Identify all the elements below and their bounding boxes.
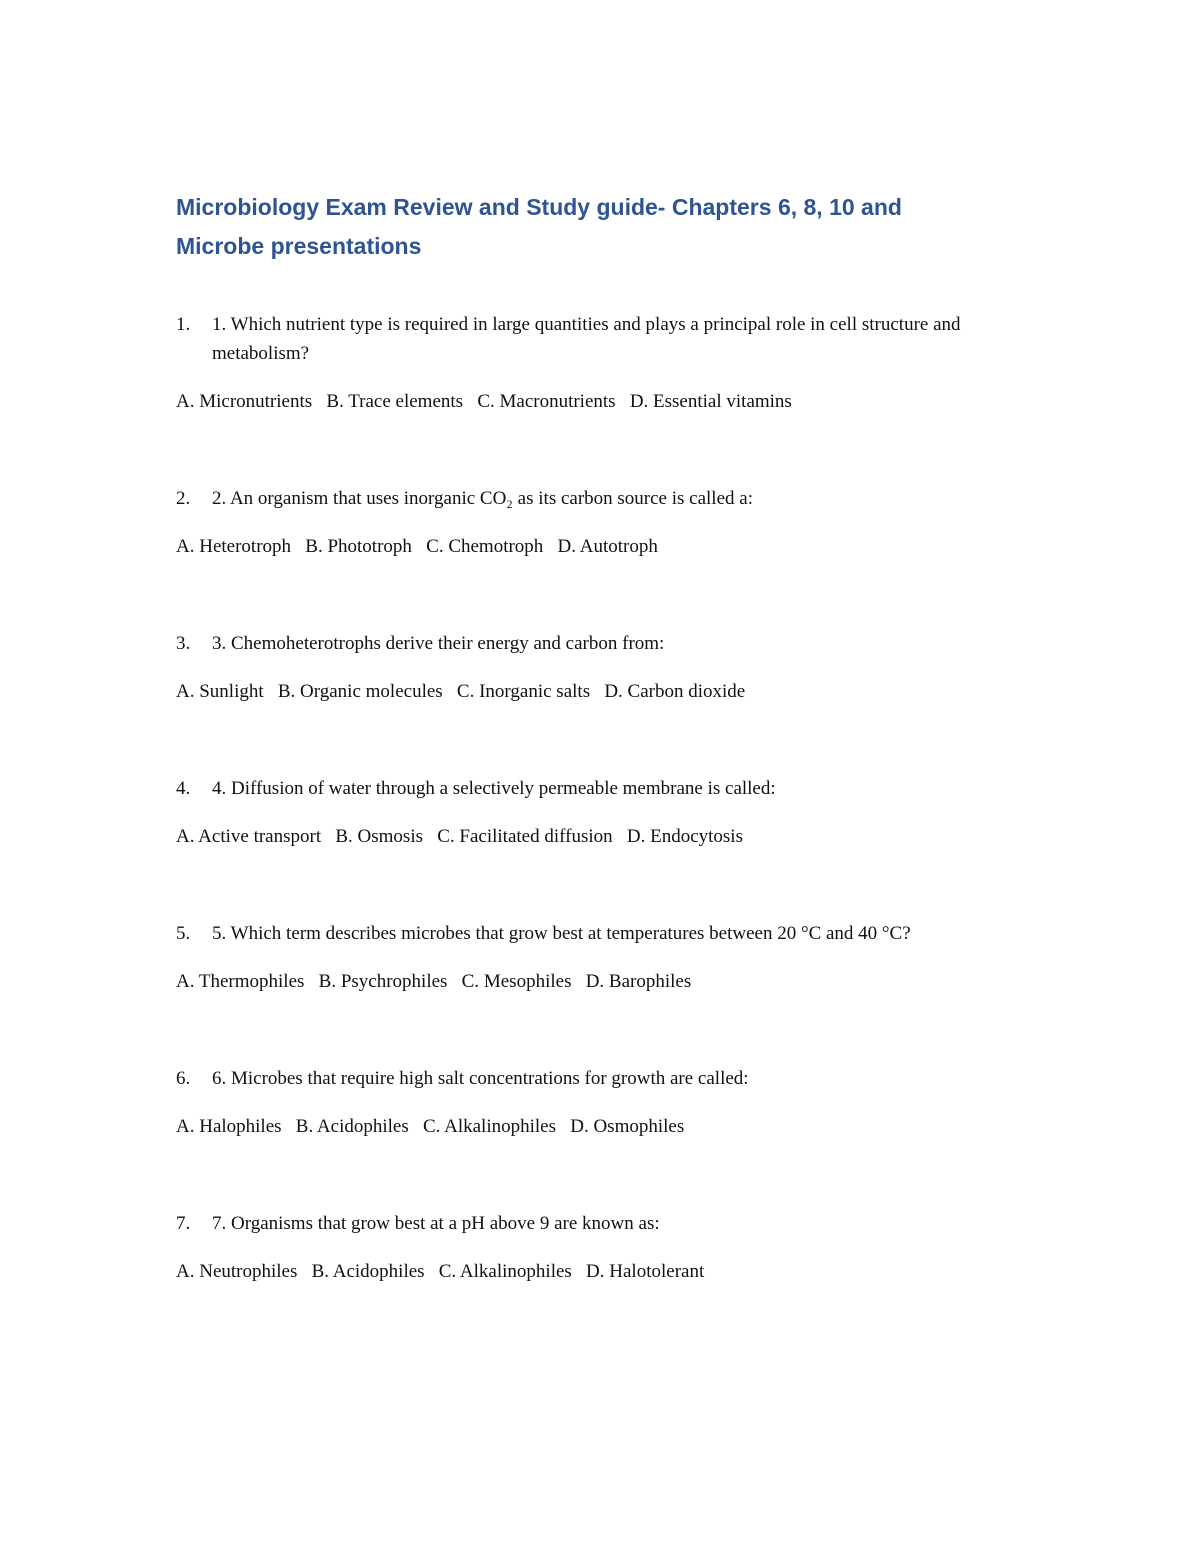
page-title: Microbiology Exam Review and Study guide- Chapters 6, 8, 10 and Microbe presentations	[176, 194, 902, 259]
question-line	[176, 774, 1036, 803]
question-text: 2. An organism that uses inorganic CO₂ as its carbon source is called a:	[212, 488, 753, 509]
question-text: 7. Organisms that grow best at a pH above 9 are known as:	[212, 1213, 660, 1234]
question-line	[176, 310, 1036, 368]
question-item-3	[176, 629, 1036, 706]
question-number: 6.	[176, 1068, 191, 1089]
answer-options: A. Thermophiles B. Psychrophiles C. Mesophiles D. Barophiles	[176, 971, 692, 992]
question-text: 6. Microbes that require high salt concentrations for growth are called:	[212, 1068, 749, 1089]
question-text: 5. Which term describes microbes that grow best at temperatures between 20 °C and 40 °C?	[212, 923, 911, 944]
question-line	[176, 919, 1036, 948]
answer-options: A. Halophiles B. Acidophiles C. Alkalinophiles D. Osmophiles	[176, 1116, 685, 1137]
question-number: 1.	[176, 314, 191, 335]
question-line	[176, 1064, 1036, 1093]
question-number: 4.	[176, 778, 191, 799]
question-line	[176, 484, 1036, 513]
answer-options: A. Sunlight B. Organic molecules C. Inorganic salts D. Carbon dioxide	[176, 681, 746, 702]
question-text: 3. Chemoheterotrophs derive their energy and carbon from:	[212, 633, 665, 654]
question-number: 7.	[176, 1213, 191, 1234]
question-number: 3.	[176, 633, 191, 654]
answer-options: A. Neutrophiles B. Acidophiles C. Alkalinophiles D. Halotolerant	[176, 1261, 705, 1282]
answer-options: A. Heterotroph B. Phototroph C. Chemotroph D. Autotroph	[176, 536, 658, 557]
question-line	[176, 1209, 1036, 1238]
question-number: 5.	[176, 923, 191, 944]
question-item-1	[176, 310, 1036, 416]
question-number: 2.	[176, 488, 191, 509]
question-item-4	[176, 774, 1036, 851]
question-item-6	[176, 1064, 1036, 1141]
answer-options: A. Active transport B. Osmosis C. Facilitated diffusion D. Endocytosis	[176, 826, 743, 847]
question-text: 4. Diffusion of water through a selectively permeable membrane is called:	[212, 778, 776, 799]
question-text: 1. Which nutrient type is required in large quantities and plays a principal role in cell structure and metabolism?	[212, 314, 961, 364]
question-list	[176, 310, 1036, 1354]
answer-options: A. Micronutrients B. Trace elements C. Macronutrients D. Essential vitamins	[176, 391, 792, 412]
question-item-5	[176, 919, 1036, 996]
question-line	[176, 629, 1036, 658]
question-item-7	[176, 1209, 1036, 1286]
question-item-2	[176, 484, 1036, 561]
